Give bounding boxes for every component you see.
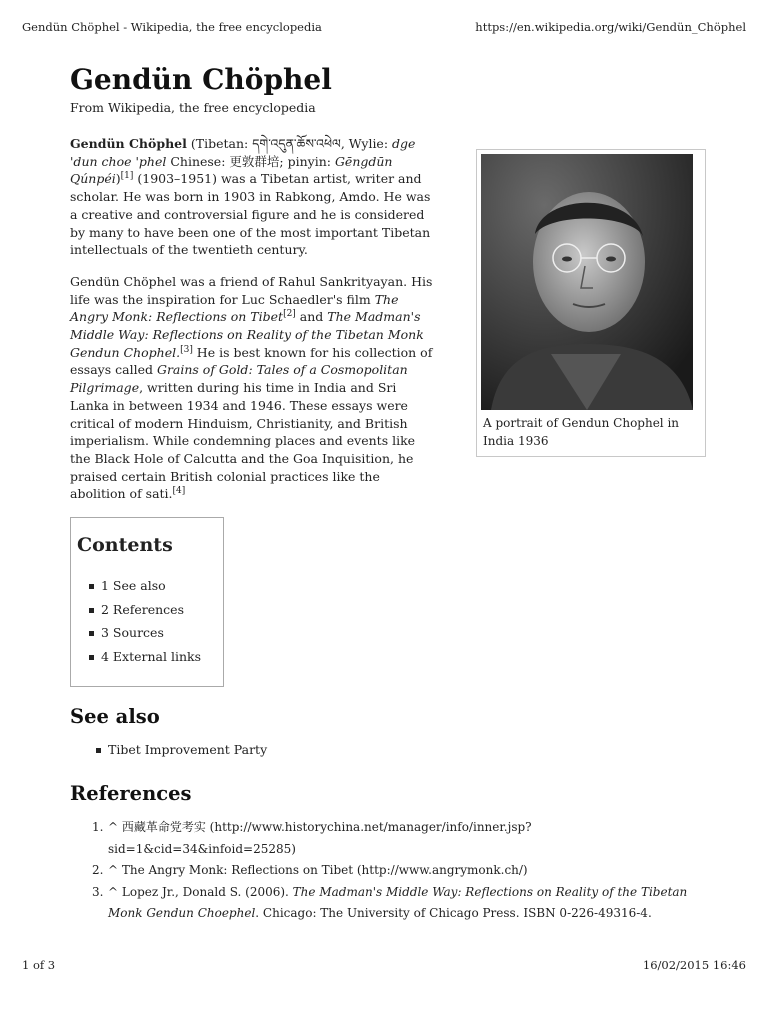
second-paragraph: Gendün Chöphel was a friend of Rahul Sankrityayan. His life was the inspiration for Luc Schaedler's film The Angry Monk: Reflections on Tibet[2] and The Madman's Middle Way: Reflections on Reality of the Tibetan Monk Gendun Chophel.[3] He is best known for his collection of essays called Grains of Gold: Tales of a Cosmopolitan Pilgrimage, written during his time in India and Sri Lanka in between 1934 and 1946. These essays were critical of modern Hinduism, Christianity, and British imperialism. While condemning places and events like the Black Hole of Calcutta and the Goa Inquisition, he praised certain British colonial practices like the abolition of sati.[4] bbox=[70, 273, 433, 502]
bullet-icon bbox=[89, 608, 94, 613]
bullet-icon bbox=[89, 631, 94, 636]
ref-link-3[interactable]: [3] bbox=[180, 344, 193, 355]
chinese-name: 更敦群培 bbox=[229, 153, 280, 169]
bullet-icon bbox=[89, 655, 94, 660]
toc-title: Contents bbox=[77, 534, 173, 557]
ref-link-2[interactable]: [2] bbox=[283, 309, 296, 320]
page-title: Gendün Chöphel bbox=[70, 63, 332, 96]
print-datetime: 16/02/2015 16:46 bbox=[642, 958, 746, 972]
references-heading: References bbox=[70, 782, 192, 806]
see-also-list bbox=[70, 740, 700, 760]
see-also-item[interactable]: Tibet Improvement Party bbox=[108, 740, 700, 760]
see-also-heading: See also bbox=[70, 705, 160, 729]
intro-paragraph: Gendün Chöphel (Tibetan: དགེ་འདུན་ཆོས་འཕེལ, Wylie: dge 'dun choe 'phel Chinese: 更敦群培; pinyin: Gēngdūn Qúnpéi)[1] (1903–1951) was a Tibetan artist, writer and scholar. He was born in 1903 in Rabkong, Amdo. He was a creative and controversial figure and he is considered by many to have been one of the most important Tibetan intellectuals of the twentieth century. bbox=[70, 136, 431, 258]
print-footer bbox=[22, 958, 746, 972]
lead-section bbox=[70, 135, 700, 503]
table-of-contents bbox=[70, 517, 224, 687]
reference-item[interactable]: 2. ^ The Angry Monk: Reflections on Tibet (http://www.angrymonk.ch/) bbox=[92, 863, 528, 878]
toc-item-external-links[interactable]: 4 External links bbox=[101, 645, 223, 669]
book-title: Grains of Gold: Tales of a Cosmopolitan Pilgrimage bbox=[70, 362, 408, 396]
page-number: 1 of 3 bbox=[22, 958, 56, 972]
page-subtitle: From Wikipedia, the free encyclopedia bbox=[70, 100, 316, 115]
ref-link-1[interactable]: [1] bbox=[120, 171, 134, 182]
film-title-2: The Madman's Middle Way: Reflections on Reality of the Tibetan Monk Gendun Chophel. bbox=[70, 309, 424, 360]
toc-list bbox=[77, 574, 223, 668]
ref-link-4[interactable]: [4] bbox=[172, 486, 186, 497]
toc-item-references[interactable]: 2 References bbox=[101, 598, 223, 622]
print-header-title: Gendün Chöphel - Wikipedia, the free encyclopedia bbox=[22, 20, 322, 34]
bullet-icon bbox=[96, 748, 101, 753]
infobox bbox=[476, 149, 706, 457]
toc-item-see-also[interactable]: 1 See also bbox=[101, 574, 223, 598]
wylie-name: dge 'dun choe 'phel bbox=[70, 136, 416, 169]
subject-name: Gendün Chöphel bbox=[70, 136, 187, 151]
toc-item-sources[interactable]: 3 Sources bbox=[101, 621, 223, 645]
portrait-image[interactable] bbox=[481, 154, 693, 410]
pinyin-name: Gēngdūn Qúnpéi bbox=[70, 153, 393, 187]
print-header bbox=[22, 20, 746, 34]
article bbox=[70, 62, 700, 925]
references-list bbox=[70, 817, 700, 925]
bullet-icon bbox=[89, 584, 94, 589]
portrait-photo-icon bbox=[481, 154, 693, 410]
reference-item[interactable]: 1. ^ 西藏革命党考实 (http://www.historychina.net/manager/info/inner.jsp?sid=1&cid=34&infoid=25285) bbox=[92, 820, 532, 856]
portrait-caption: A portrait of Gendun Chophel in India 1936 bbox=[483, 416, 680, 448]
reference-item[interactable]: 3. ^ Lopez Jr., Donald S. (2006). The Madman's Middle Way: Reflections on Reality of the Tibetan Monk Gendun Choephel. Chicago: The University of Chicago Press. ISBN 0-226-49316-4. bbox=[92, 884, 688, 921]
print-header-url[interactable]: https://en.wikipedia.org/wiki/Gendün_Chöphel bbox=[475, 20, 746, 34]
film-title-1[interactable]: The Angry Monk: Reflections on Tibet bbox=[70, 291, 399, 325]
tibetan-name[interactable]: དགེ་འདུན་ཆོས་འཕེལ bbox=[252, 136, 341, 151]
